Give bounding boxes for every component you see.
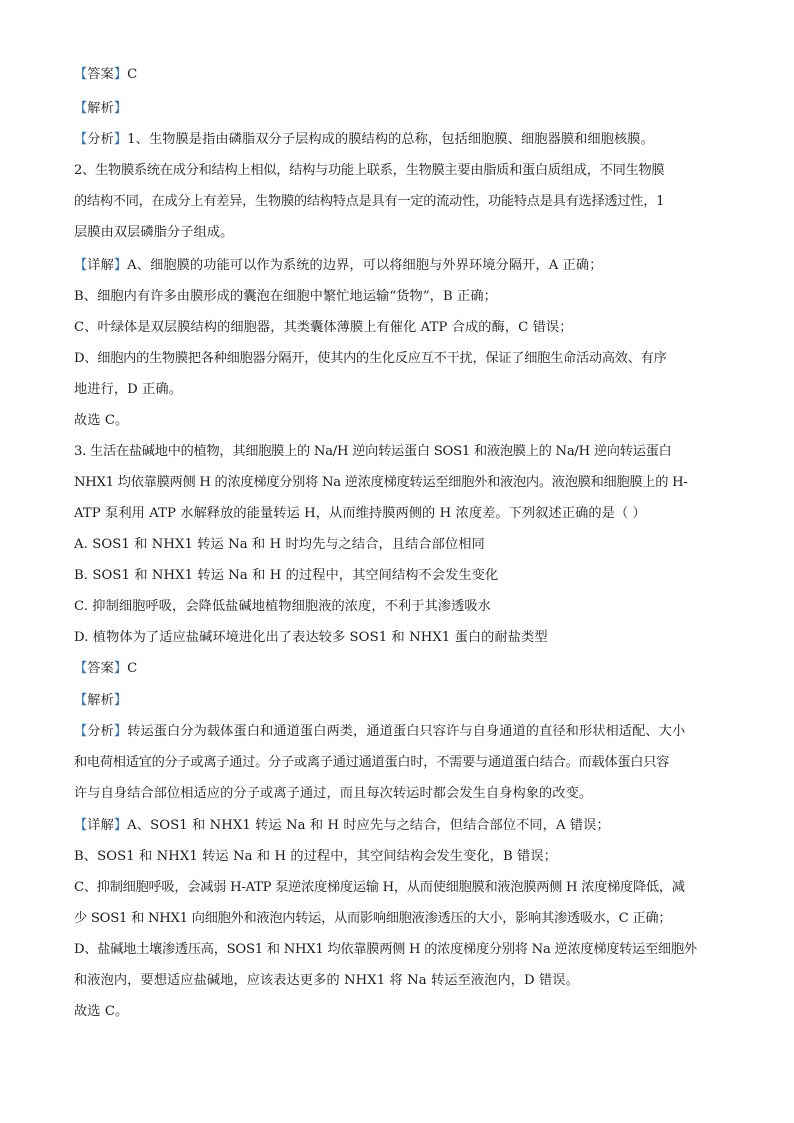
- analysis-label: 解析: [87, 693, 114, 708]
- answer-line-2: 【答案】C: [74, 661, 138, 676]
- xiangjie-label: 详解: [87, 258, 114, 273]
- xiangjie-text: A、SOS1 和 NHX1 转运 Na 和 H 时应先与之结合，但结合部位不同，A 错误；: [127, 818, 610, 833]
- answer-value: C: [127, 67, 138, 82]
- fenxi-line-3: 的结构不同，在成分上有差异，生物膜的结构特点是具有一定的流动性，功能特点是具有选择透过性，1: [74, 194, 665, 209]
- xiangjie-line-a: 【详解】A、细胞膜的功能可以作为系统的边界，可以将细胞与外界环境分隔开，A 正确；: [74, 258, 603, 273]
- xiangjie2-line-a: 【详解】A、SOS1 和 NHX1 转运 Na 和 H 时应先与之结合，但结合部位不同，A 错误；: [74, 818, 610, 833]
- fenxi2-line-2: 和电荷相适宜的分子或离子通过。分子或离子通过通道蛋白时，不需要与通道蛋白结合。而载体蛋白只容: [74, 755, 670, 770]
- xiangjie2-line-b: B、SOS1 和 NHX1 转运 Na 和 H 的过程中，其空间结构会发生变化，B 错误；: [74, 849, 557, 864]
- fenxi-line-1: 【分析】1、生物膜是指由磷脂双分子层构成的膜结构的总称，包括细胞膜、细胞器膜和细胞核膜。: [74, 132, 654, 147]
- question-stem-2: NHX1 均依靠膜两侧 H 的浓度梯度分别将 Na 逆浓度梯度转运至细胞外和液泡内。液泡膜和细胞膜上的 H-: [74, 475, 688, 490]
- xiangjie2-line-c2: 少 SOS1 和 NHX1 向细胞外和液泡内转运，从而影响细胞液渗透压的大小，影响其渗透吸水，C 正确；: [74, 911, 672, 926]
- xiangjie-line-c: C、叶绿体是双层膜结构的细胞器，其类囊体薄膜上有催化 ATP 合成的酶，C 错误；: [74, 320, 573, 335]
- option-b: B. SOS1 和 NHX1 转运 Na 和 H 的过程中，其空间结构不会发生变化: [74, 568, 499, 583]
- xiangjie-line-b: B、细胞内有许多由膜形成的囊泡在细胞中繁忙地运输“货物”，B 正确；: [74, 289, 497, 304]
- xiangjie2-line-c1: C、抑制细胞呼吸，会减弱 H-ATP 泵逆浓度梯度运输 H，从而使细胞膜和液泡膜两侧 H 浓度梯度降低，减: [74, 880, 685, 895]
- xiangjie2-line-d1: D、盐碱地土壤渗透压高，SOS1 和 NHX1 均依靠膜两侧 H 的浓度梯度分别将 Na 逆浓度梯度转运至细胞外: [74, 942, 697, 957]
- option-a: A. SOS1 和 NHX1 转运 Na 和 H 时均先与之结合，且结合部位相同: [74, 537, 485, 552]
- xiangjie2-line-d2: 和液泡内，要想适应盐碱地，应该表达更多的 NHX1 将 Na 转运至液泡内，D 错误。: [74, 973, 579, 988]
- fenxi-line-4: 层膜由双层磷脂分子组成。: [74, 225, 234, 240]
- fenxi2-line-1: 【分析】转运蛋白分为载体蛋白和通道蛋白两类，通道蛋白只容许与自身通道的直径和形状相适配、大小: [74, 724, 686, 739]
- fenxi-text: 转运蛋白分为载体蛋白和通道蛋白两类，通道蛋白只容许与自身通道的直径和形状相适配、大小: [127, 724, 686, 739]
- option-c: C. 抑制细胞呼吸，会降低盐碱地植物细胞液的浓度，不利于其渗透吸水: [74, 599, 491, 614]
- question-stem-3: ATP 泵利用 ATP 水解释放的能量转运 H，从而维持膜两侧的 H 浓度差。下列叙述正确的是（ ）: [74, 506, 646, 521]
- xiangjie-line-d2: 地进行，D 正确。: [74, 382, 182, 397]
- fenxi-label: 分析: [87, 132, 114, 147]
- fenxi2-line-3: 许与自身结合部位相适应的分子或离子通过，而且每次转运时都会发生自身构象的改变。: [74, 786, 593, 801]
- conclusion-line-2: 故选 C。: [74, 1004, 129, 1019]
- analysis-heading-1: 【解析】: [74, 101, 128, 116]
- conclusion-line-1: 故选 C。: [74, 413, 129, 428]
- answer-line-1: [74, 66, 734, 84]
- bracket-open: 【: [74, 67, 88, 82]
- question-stem-1: 3. 生活在盐碱地中的植物，其细胞膜上的 Na/H 逆向转运蛋白 SOS1 和液泡膜上的 Na/H 逆向转运蛋白: [74, 444, 672, 459]
- xiangjie-text: A、细胞膜的功能可以作为系统的边界，可以将细胞与外界环境分隔开，A 正确；: [127, 258, 603, 273]
- fenxi-label: 分析: [87, 724, 114, 739]
- bracket-close: 】: [113, 67, 128, 82]
- xiangjie-label: 详解: [87, 818, 114, 833]
- analysis-heading-2: 【解析】: [74, 693, 128, 708]
- option-d: D. 植物体为了适应盐碱环境进化出了表达较多 SOS1 和 NHX1 蛋白的耐盐类型: [74, 630, 548, 645]
- answer-label: 答案: [87, 67, 114, 82]
- answer-label: 答案: [87, 661, 114, 676]
- fenxi-text: 1、生物膜是指由磷脂双分子层构成的膜结构的总称，包括细胞膜、细胞器膜和细胞核膜。: [127, 132, 654, 147]
- answer-value: C: [127, 661, 138, 676]
- analysis-label: 解析: [87, 101, 114, 116]
- fenxi-line-2: 2、生物膜系统在成分和结构上相似，结构与功能上联系，生物膜主要由脂质和蛋白质组成，不同生物膜: [74, 163, 665, 178]
- xiangjie-line-d1: D、细胞内的生物膜把各种细胞器分隔开，使其内的生化反应互不干扰，保证了细胞生命活动高效、有序: [74, 351, 667, 366]
